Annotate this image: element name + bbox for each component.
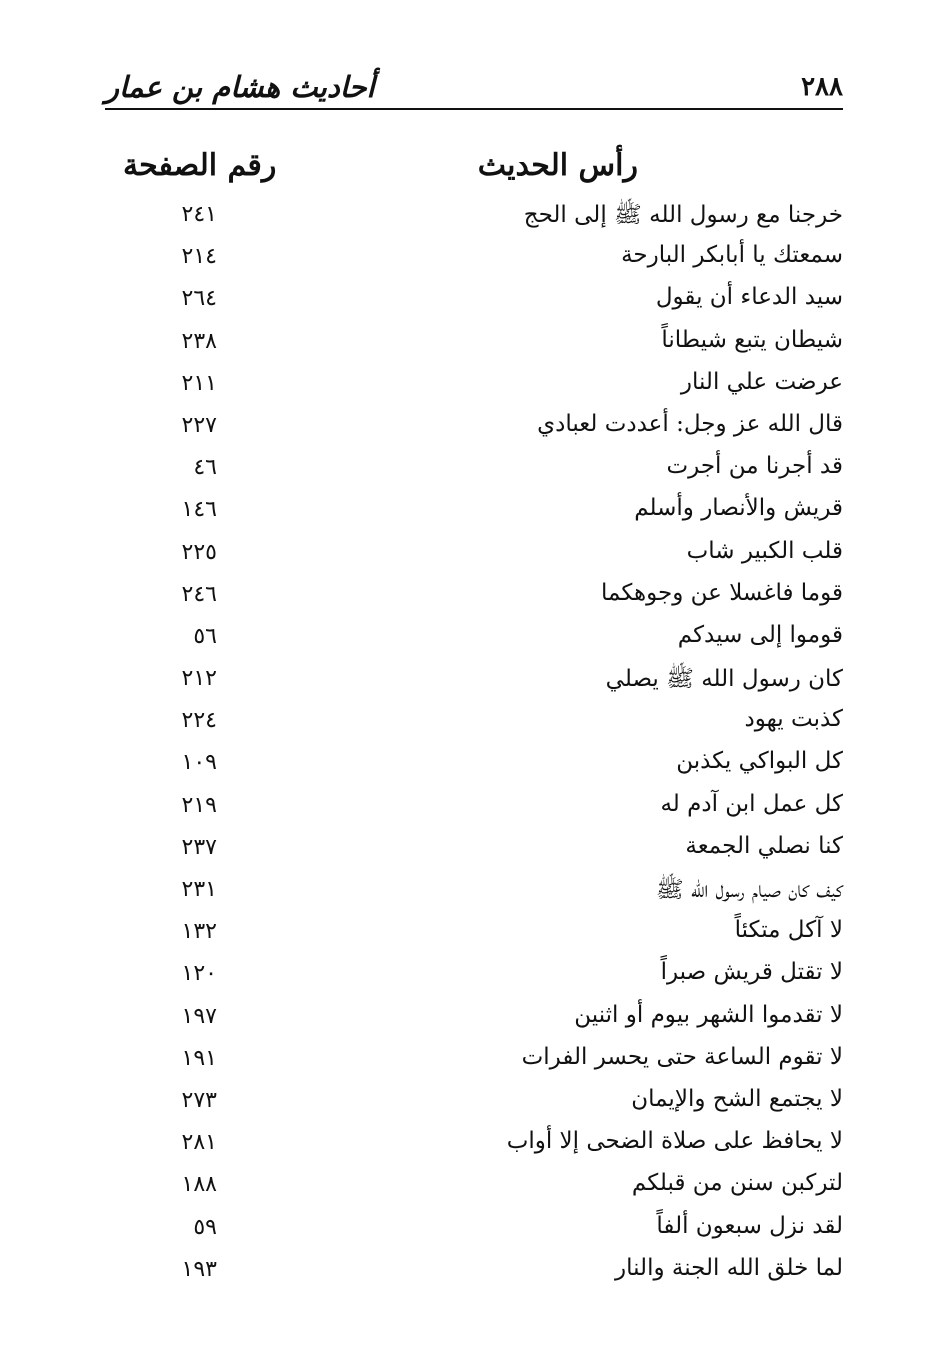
index-row [105,1251,843,1293]
hadith-incipit: لا تقوم الساعة حتى يحسر الفرات [521,1043,843,1070]
page-reference: ٢١٤ [181,244,217,270]
index-row [105,196,843,238]
page-reference: ٢٣١ [181,877,217,902]
page-reference: ١٩٧ [181,1003,217,1029]
hadith-incipit: قريش والأنصار وأسلم [634,495,843,522]
index-row [105,618,843,660]
book-title: أحاديث هشام بن عمار [105,70,375,104]
page-reference: ٢٤٦ [181,581,217,607]
index-row [105,702,843,744]
page-number: ٢٨٨ [801,72,843,102]
index-row [105,407,843,449]
index-row [105,365,843,407]
hadith-incipit: لقد نزل سبعون ألفاً [656,1212,843,1239]
page-reference: ١٠٩ [181,750,217,776]
hadith-incipit: لا يجتمع الشح والإيمان [631,1085,843,1112]
hadith-incipit: قوما فاغسلا عن وجوهكما [601,579,843,606]
index-row [105,280,843,322]
index-rows [105,196,843,1293]
hadith-incipit: لا آكل متكئاً [734,917,843,944]
page-reference: ٥٩ [193,1214,217,1240]
hadith-incipit: كل البواكي يكذبن [676,748,843,775]
page-reference: ٤٦ [193,455,217,481]
page-reference: ١٨٨ [181,1172,217,1198]
hadith-incipit: شيطان يتبع شيطاناً [661,326,843,353]
index-row [105,787,843,829]
hadith-incipit: عرضت علي النار [680,368,843,395]
hadith-incipit: قلب الكبير شاب [686,537,843,564]
index-row [105,1082,843,1124]
page-reference: ٢٤١ [181,202,217,227]
hadith-incipit: لا يحافظ على صلاة الضحى إلا أواب [506,1128,843,1155]
hadith-incipit: كذبت يهود [744,706,843,733]
hadith-incipit: كل عمل ابن آدم له [660,790,843,817]
index-row [105,871,843,913]
index-row [105,1040,843,1082]
index-row [105,1209,843,1251]
hadith-incipit: سيد الدعاء أن يقول [655,284,843,311]
header-rule [105,108,843,110]
hadith-incipit: كيف كان صيام رسول الله ﷺ [655,877,843,903]
page-reference: ١٩٣ [181,1256,217,1282]
index-row [105,744,843,786]
page-reference: ٥٦ [193,623,217,649]
page-reference: ٢٢٧ [181,412,217,438]
hadith-incipit: لا تقدموا الشهر بيوم أو اثنين [574,1001,843,1028]
page-reference: ٢٣٨ [181,328,217,354]
column-header-page: رقم الصفحة [123,148,277,183]
column-header-hadith: رأس الحديث [477,148,638,183]
hadith-incipit: قال الله عز وجل: أعددت لعبادي [537,410,843,437]
index-row [105,323,843,365]
index-row [105,998,843,1040]
page-reference: ١٩١ [181,1045,217,1071]
index-row [105,829,843,871]
page-reference: ١٣٢ [181,919,217,945]
hadith-incipit: لا تقتل قريش صبراً [660,959,843,986]
page-reference: ١٤٦ [181,497,217,523]
page-reference: ٢١٩ [181,792,217,818]
page-reference: ٢٦٤ [181,286,217,312]
page-reference: ٢٣٧ [181,834,217,860]
index-row [105,1166,843,1208]
hadith-incipit: كنا نصلي الجمعة [685,832,843,859]
page-reference: ٢٨١ [181,1130,217,1156]
page-reference: ٢١٢ [181,666,217,692]
index-row [105,576,843,618]
index-row [105,534,843,576]
hadith-incipit: لتركبن سنن من قبلكم [631,1170,843,1197]
page-reference: ٢٢٤ [181,708,217,734]
page-header [105,68,843,108]
page-reference: ٢٢٥ [181,539,217,565]
index-row [105,913,843,955]
hadith-incipit: خرجنا مع رسول الله ﷺ إلى الحج [523,202,843,228]
hadith-incipit: سمعتك يا أبابكر البارحة [621,242,843,269]
hadith-incipit: لما خلق الله الجنة والنار [615,1254,843,1281]
index-row [105,449,843,491]
hadith-incipit: قد أجرنا من أجرت [666,453,843,480]
page-reference: ٢٧٣ [181,1087,217,1113]
hadith-incipit: كان رسول الله ﷺ يصلي [605,666,843,693]
index-row [105,238,843,280]
column-headers [105,148,843,192]
index-row [105,955,843,997]
index-row [105,660,843,702]
page-reference: ١٢٠ [181,961,217,987]
page-reference: ٢١١ [181,370,217,396]
index-row [105,1124,843,1166]
hadith-incipit: قوموا إلى سيدكم [677,621,843,648]
index-row [105,491,843,533]
